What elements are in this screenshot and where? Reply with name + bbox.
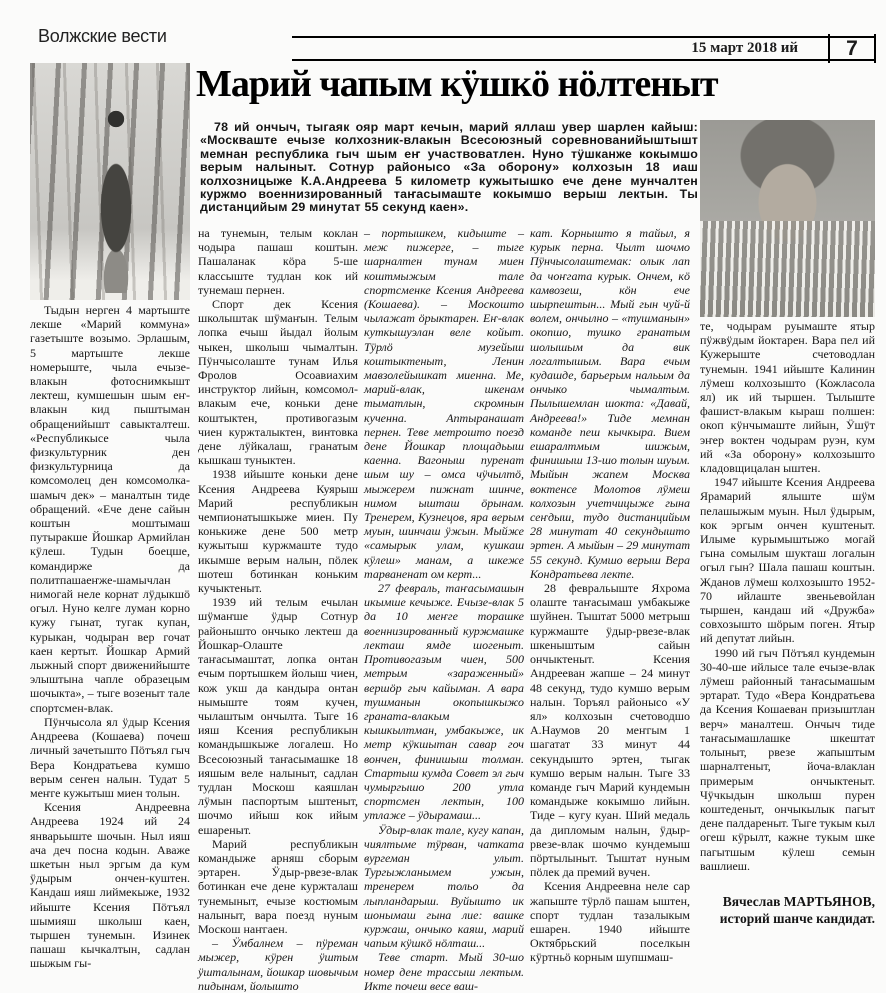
article-paragraph: 1947 ийыште Ксения Андреева Ярамарий ялыште шӱм пелашыжым муын. Ныл ӱдырым, кок эргым ончен куштеныт. Илыме курымыштыжо могай гына сомылым шукташ логалын огыл гын? Шала пашаш коштын. Жданов лӱмеш колхозышто 1952-70 ийлаште звеньевойлан тыршен, кандаш ий «Дружба» совхозышто шӧрым поген. Ятыр ий депутат лийын. bbox=[700, 475, 875, 646]
author-name: Вячеслав МАРТЬЯНОВ, bbox=[722, 893, 875, 909]
article-paragraph-quote: Ӱдыр-влак тале, кугу капан, чиялтыме тӱрван, чатката вургеман улыт. Тургыжланымем ужын, тренерем тольо да лыпландарыш. Вуйышто ик шонымаш гына лие: вашке куржаш, ончыко каяш, марий чапым кӱшкӧ нӧлташ... bbox=[364, 822, 524, 951]
article-paragraph-quote: Теве старт. Мый 30-шо номер дене трассыш лектым. Икте почеш весе ваш- bbox=[364, 950, 524, 993]
author-title: историй шанче кандидат. bbox=[719, 910, 875, 926]
newspaper-title: Волжские вести bbox=[38, 26, 167, 46]
article-paragraph: Спорт дек Ксения школыштак шӱмаҥын. Телым лопка ечыш йыдал йолым чыкен, школыш чымалтын. Пӱнчысолаште тунам Илья Фролов Осоавиахим инструктор лийын, комсомол-влакым ече, коньки дене коштыктен, противогазым чиен куржталыктен, винтовка дене лӱйкалаш, гранатым кышкаш туныктен. bbox=[198, 297, 358, 468]
article-paragraph: Пӱнчысола ял ӱдыр Ксения Андреева (Кошаева) почеш личный зачетышто Пӧтъял гыч Вера Кондратьева кумшо верым сеҥен налын. Тудат 5 меҥге кужытыш миен толын. bbox=[30, 714, 190, 800]
text-column-1 bbox=[30, 303, 190, 971]
photo-skier-figure bbox=[88, 103, 144, 293]
text-column-2 bbox=[198, 226, 358, 993]
article-paragraph-quote: 27 февраль, таҥасымашын икымше кечыже. Ечызе-влак 5 да 10 меҥге торашке военнизированный куржмашке лекташ ямде шогеныт. Противогазым чиен, 500 метрым «зараженный» вершӧр гыч кайыман. А вара тушманын окопышкыжо граната-влакым кышкылтман, умбакыже, ик метр кӱкшытан савар гоч вончен, финишыш толман. Стартыш кумда Совет эл гыч чумыргышо 200 утла спортсмен лектын, 100 утлаже – ӱдырамаш... bbox=[364, 581, 524, 823]
article-paragraph: 1939 ий телым ечылан шӱмаҥше ӱдыр Сотнур районышто ончыко лектеш да Йошкар-Олаште таҥасымаштат, лопка онтан ечым портышкем йолыш чиен, кож укш да кандыра онтан нымыште тоям кучен, чылаштым ончылта. Тыге 16 ияш Ксения республикын командышкыже логалеш. Но Всесоюзный таҥасымашке 18 ияшым веле налыныт, садлан тудлан Москош каяшлан лӱмын паспортым ыштеныт, шочмо ийыш кок ийым ешареныт. bbox=[198, 595, 358, 837]
issue-date: 15 март 2018 ий bbox=[691, 40, 798, 56]
text-column-5 bbox=[700, 319, 875, 926]
article-paragraph: 1938 ийыште коньки дене Ксения Андреева Куярыш Марий республикын чемпионатышкыже миен. Пу конькиже дене 500 метр кужытыш куржмаште тудо икымше верым налын, пӧлек шотеш ботинкан коньким кучыктеныт. bbox=[198, 467, 358, 596]
page-number-box bbox=[828, 34, 876, 63]
article-paragraph: Марий республикын командыже арняш сборым эртарен. Ӱдыр-рвезе-влак ботинкан ече дене куржталаш тунемыныт, ечызе костюмым налыныт, вара поезд нуным Москош наҥгаен. bbox=[198, 836, 358, 936]
header-rule bbox=[292, 36, 876, 61]
text-column-4 bbox=[530, 226, 690, 965]
article-paragraph: те, чодырам руымаште ятыр пӱжвӱдым йоктарен. Вара пел ий Кужерыште счетоводлан тунемын. 1941 ийыште Калинин лӱмеш колхозышто (Кожласола ял) ик ий тыршен. Тылыште фашист-влакым кыраш полшен: окоп кӱнчымаште лийын, Ӱшӱт эҥер воктен чодырам руэн, кум ий «За оборону» колхозышто кладовщицалан ыштен. bbox=[700, 319, 875, 476]
article-paragraph: Тыдын нерген 4 мартыште лекше «Марий коммуна» газетыште возымо. Эрлашым, 5 мартыште лекше номерыште, чыла ечызе-влакын фотоснимкышт лектеш, кумшешын шым еҥ-влакын кид пыштыман обращенийышт савыкталтеш. «Республикысе чыла физкультурник ден физкультурница да комсомолец ден комсомолка-шамыч дек» – маналтын тиде обращений. «Ече дене сайын коштын моштымаш путыракше Йошкар Армийлан кӱлеш. Тудын боецше, командирже да политпашаеҥже-шамычлан нимогай неле корнат лӱдыкшӧ огыл. Нуно келге луман корно кужу гынат, тугак купан, курыкан, чодыран вер гочат каен кертыт. Йошкар Армий лыжный спорт движенийыште элыштына чапле образецым шочыкта», – тыге возеныт тале спортсмен-влак. bbox=[30, 303, 190, 715]
article-lead bbox=[200, 121, 698, 215]
page-number: 7 bbox=[846, 37, 858, 60]
article-paragraph-quote: кат. Корнышто я тайыл, я курык перна. Чылт шочмо Пӱнчысолаштемак: олык лап да чоҥгата курык. Ончем, кӧ камвозеш, кӧн ече шырпештын... Мый гын чуй-й волем, ончылно – «тушманын» окопшо, тушко гранатым шолышым да вик логалтышым. Вара ечым кудашде, барьерым нальым да ончыко чымалтым. Пылышемлан шокта: «Давай, Андреева!» Тиде мемнан команде пеш кычкыра. Вием ешаралтмым шижым, финишыш 13-шо толын шуым. Мыйын жапем Москва воктенсе Молотов лӱмеш колхозын учетчицыже гына сеҥдыш, тудо дистанцийым 28 минутат 40 секундышто эртен. А мыйын – 29 минутат 55 секунд. Кумшо верыш Вера Кондратьева лекте. bbox=[530, 226, 690, 581]
photo-headdress-fringe bbox=[700, 221, 875, 317]
article-paragraph: Ксения Андреевна неле сар жапыште тӱрлӧ пашам ыштен, спорт тудлан тазалыкым ешарен. 1940 ийыште Октябрьский поселкын кӱртньӧ корным шупшмаш- bbox=[530, 879, 690, 965]
text-column-3 bbox=[364, 226, 524, 993]
article-paragraph-quote: – портышкем, кидыште – меж пижерге, – тыге шарналтен тунам миен коштмыжым тале спортсменке Ксения Андреева (Кошаева). – Москошто чылажат ӧрыктарен. Еҥ-влак куткышуэлан веле койыт. Тӱрлӧ музейыш коштыктеныт, Ленин мавзолейышкат миенна. Ме, марий-влак, шкенам тыматлын, скромнын кученна. Аптыранашат пернен. Теве метрошто поезд дене Йошкар площадьыш каенна. Вагоныш пуренат шым шу – омса чӱчылтӧ, мыжерем пижнат шинче, нимом ышташ ӧрынам. Тренерем, Кузнецов, яра верым муын, шинчаш ӱжын. Мыйже «самырык улам, кушкаш кӱлеш» манам, а шкеже тарваненат ом керт... bbox=[364, 226, 524, 581]
article-signature bbox=[700, 893, 875, 927]
article-paragraph-quote: – Ӱмбалнем – пӱреман мыжер, кӱрен ӱштым ӱшталынам, йошкар шовычым пидынам, йолышто bbox=[198, 936, 358, 993]
article-paragraph: Ксения Андреевна Андреева 1924 ий 24 январьыште шочын. Ныл ияш ача деч посна кодын. Аваже шкетын ныл эргым да кум ӱдырым ончен-куштен. Кандаш ияш лиймекыже, 1932 ийыште Ксения Пӧтъял шымияш школыш каен, тыршен тунемын. Изинек пашаш кычкалтын, садлан шыжым гы- bbox=[30, 800, 190, 971]
article-paragraph: 1990 ий гыч Пӧтъял кундемын 30-40-ше ийлысе тале ечызе-влак лӱмеш районный таҥасымашым эртарат. Тудо «Вера Кондратьева да Ксения Кошаеван призыштлан верч» маналтеш. Ончыч тиде таҥасымашлашке шкештат толыныт, рвезе жапыштым шарналтеныт, йоча-влаклан примерым ончыктеныт. Чӱчкыдын школыш пурен коштеденыт, ончыкылык пагыт дене палдареныт. Тыге тукым кыл огеш кӱрылт, кажне тукым шке пагытшым кӱлеш семын вашлиеш. bbox=[700, 645, 875, 873]
photo-skier-winter-forest bbox=[30, 63, 190, 300]
article-paragraph: 28 февральыште Яхрома олаште таҥасымаш умбакыже шуйнен. Тыштат 5000 метрыш куржмаште ӱдыр-рвезе-влак шкеныштым сайын ончыктеныт. Ксения Андрееван жапше – 24 минут 48 секунд, тудо кумшо верым налын. Торъял районысо «У ял» колхозын счетоводшо А.Наумов 20 меҥгым 1 шагатат 33 минут 44 секундышто эртен, тыгак кумшо верым налын. Тыге 33 команде гыч Марий кундемын командыже кокымшо лийын. Тиде – кугу куан. Ший медаль да дипломым налын, ӱдыр-рвезе-влак шочмо кундемыш пӧртылыныт. Тыштат нуным пӧлек да премий вучен. bbox=[530, 581, 690, 880]
article-paragraph: на тунемын, телым коклан чодыра пашаш коштын. Пашаланак кӧра 5-ше классыште тудлан кок ий тунемаш пернен. bbox=[198, 226, 358, 297]
photo-woman-portrait bbox=[700, 120, 875, 317]
lead-paragraph: 78 ий ончыч, тыгаяк ояр март кечын, марий яллаш увер шарлен кайыш: «Москваште ечызе колхозник-влакын Всесоюзный соревнованийыштышт мемнан республика гыч шым еҥ участвоватлен. Нуно тӱшканже кокымшо верым налыныт. Сотнур районысо «За оборону» колхозын 18 иаш колхозницыже К.А.Андреева 5 километр кужытышко ече дене мунчалтен куржмо военнизированный таҥасымаште кокымшо верыш лектын. Ты дистанцийым 29 минутат 55 секунд каен». bbox=[200, 120, 698, 215]
article-headline: Марий чапым кӱшкӧ нӧлтеныт bbox=[196, 63, 718, 105]
